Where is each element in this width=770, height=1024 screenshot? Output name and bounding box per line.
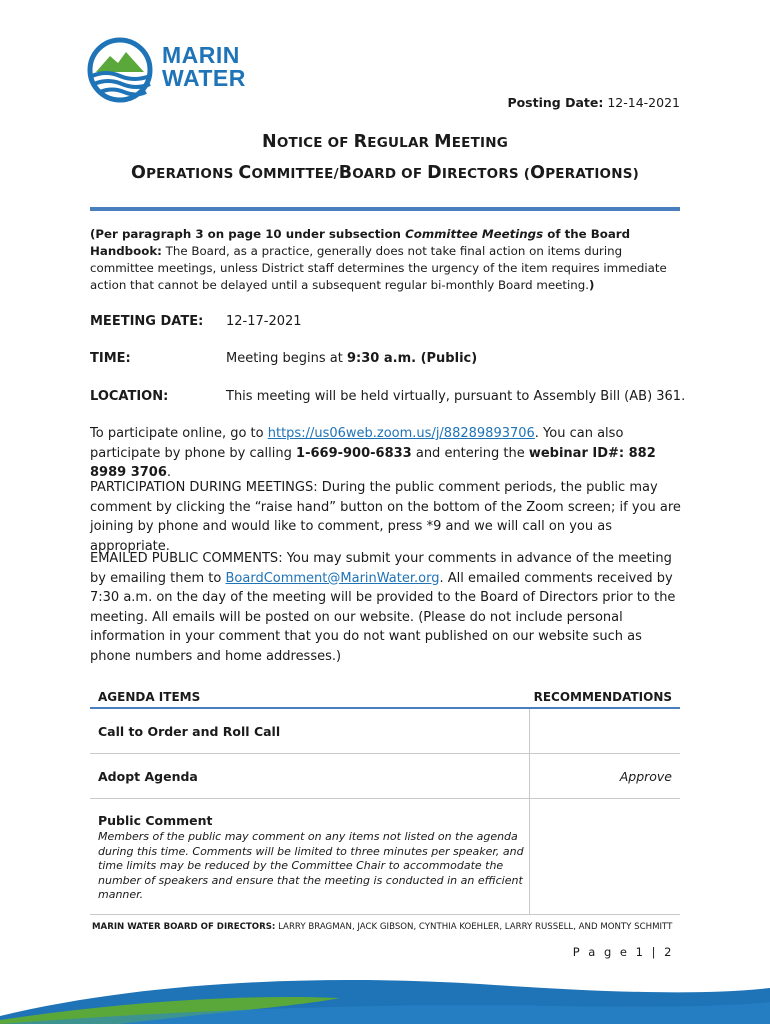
logo-wordmark (162, 44, 246, 90)
handbook-text: The Board, as a practice, generally does not take final action on items during committee meetings, unless District staff determines the urgency of the item requires immediate action that cannot be delayed until a subsequent regular bi-monthly Board meeting. (90, 244, 667, 292)
title-sc: EETING (451, 135, 508, 151)
board-of-directors (92, 922, 672, 932)
page-number: P a g e 1 | 2 (572, 945, 674, 959)
online-text: To participate online, go to (90, 426, 268, 441)
agenda-item-title: Adopt Agenda (98, 769, 198, 784)
time-prefix: Meeting begins at (226, 351, 347, 366)
handbook-bold-2: of the Board Handbook: (90, 227, 631, 258)
footer-rule (90, 914, 680, 915)
posting-date (507, 95, 680, 110)
online-text-3: and entering the (411, 445, 529, 461)
title-sc: EGULAR (367, 135, 435, 151)
title-divider (90, 207, 680, 211)
posting-date-label: Posting Date: (507, 95, 604, 110)
title-cap: M (434, 132, 452, 152)
agenda-header (90, 690, 680, 708)
handbook-italic: Committee Meetings (405, 227, 544, 241)
online-text-2: . You can also participate by phone by calling (90, 426, 624, 461)
column-divider (529, 709, 530, 914)
zoom-link[interactable]: https://us06web.zoom.us/j/88289893706 (267, 426, 535, 441)
board-label: MARIN WATER BOARD OF DIRECTORS: (92, 922, 276, 932)
title-sc: OARD OF (352, 166, 428, 182)
board-names: LARRY BRAGMAN, JACK GIBSON, CYNTHIA KOEHLER, LARRY RUSSELL, AND MONTY SCHMITT (275, 922, 673, 932)
online-participation (90, 424, 685, 483)
location-value: This meeting will be held virtually, pursuant to Assembly Bill (AB) 361. (226, 389, 686, 404)
title-sc: OTICE OF (276, 135, 354, 151)
title-cap: O (530, 163, 546, 183)
online-text-4: . (166, 465, 172, 480)
footer-wave-graphic (0, 972, 770, 1024)
participation-paragraph: PARTICIPATION DURING MEETINGS: During the public comment periods, the public may comment by clicking the “raise hand” button on the bottom of the Zoom screen; if you are joining by phone and would like to comment, press *9 and we will call on you as appropriate. (90, 480, 681, 554)
agenda-item-title: Call to Order and Roll Call (98, 724, 281, 739)
emailed-text-2: . All emailed comments received by 7:30 a.m. on the day of the meeting will be provided to the Board of Directors prior to the meeting. All emails will be posted on our website. (Please do not include personal information in your comment that you do not want published on our website such as phone numbers and home addresses.) (90, 570, 676, 664)
time-bold: 9:30 a.m. (Public) (347, 351, 478, 366)
logo-line2: WATER (162, 65, 246, 91)
title-sc: PERATIONS) (545, 166, 640, 182)
committee-title (0, 163, 770, 183)
time-value (226, 351, 477, 366)
notice-title (0, 132, 770, 152)
webinar-id: webinar ID#: 882 8989 3706 (90, 445, 656, 480)
title-cap: D (427, 163, 442, 183)
logo-line1: MARIN (162, 42, 240, 68)
title-cap: R (353, 132, 368, 152)
logo-mark-icon (86, 36, 158, 104)
meeting-date-value: 12-17-2021 (226, 314, 302, 329)
title-cap: N (262, 132, 277, 152)
phone-number: 1-669-900-6833 (296, 445, 412, 461)
title-cap: B (338, 163, 353, 183)
handbook-bold: (Per paragraph 3 on page 10 under subsection (90, 227, 406, 241)
board-comment-email-link[interactable]: BoardComment@MarinWater.org (225, 570, 440, 586)
title-sc: IRECTORS ( (441, 166, 531, 182)
title-sc: OMMITTEE/ (251, 166, 339, 182)
title-cap: O (130, 163, 147, 183)
handbook-note (90, 226, 680, 294)
handbook-close: ) (589, 278, 595, 292)
row-divider (90, 798, 680, 799)
posting-date-value: 12-14-2021 (607, 95, 680, 110)
location-label: LOCATION: (90, 389, 169, 404)
agenda-item-recommendation: Approve (619, 769, 672, 784)
row-divider (90, 753, 680, 754)
time-label: TIME: (90, 351, 131, 366)
agenda-items-header: AGENDA ITEMS (98, 690, 201, 704)
marin-water-logo (86, 36, 246, 106)
title-cap: C (238, 163, 252, 183)
meeting-date-label: MEETING DATE: (90, 314, 204, 329)
agenda-item-title: Public Comment (98, 813, 213, 828)
emailed-text: EMAILED PUBLIC COMMENTS: You may submit your comments in advance of the meeting by emailing them to (90, 551, 672, 586)
title-sc: PERATIONS (146, 166, 239, 182)
agenda-header-rule (90, 707, 680, 709)
recommendations-header: RECOMMENDATIONS (533, 690, 672, 704)
agenda-item-description: Members of the public may comment on any items not listed on the agenda during this time. Comments will be limited to three minutes per speaker, and time limits may be reduced by the Committee Chair to accommodate the number of speakers and ensure that the meeting is conducted in an efficient manner. (98, 830, 524, 901)
emailed-comments-paragraph (90, 549, 685, 666)
